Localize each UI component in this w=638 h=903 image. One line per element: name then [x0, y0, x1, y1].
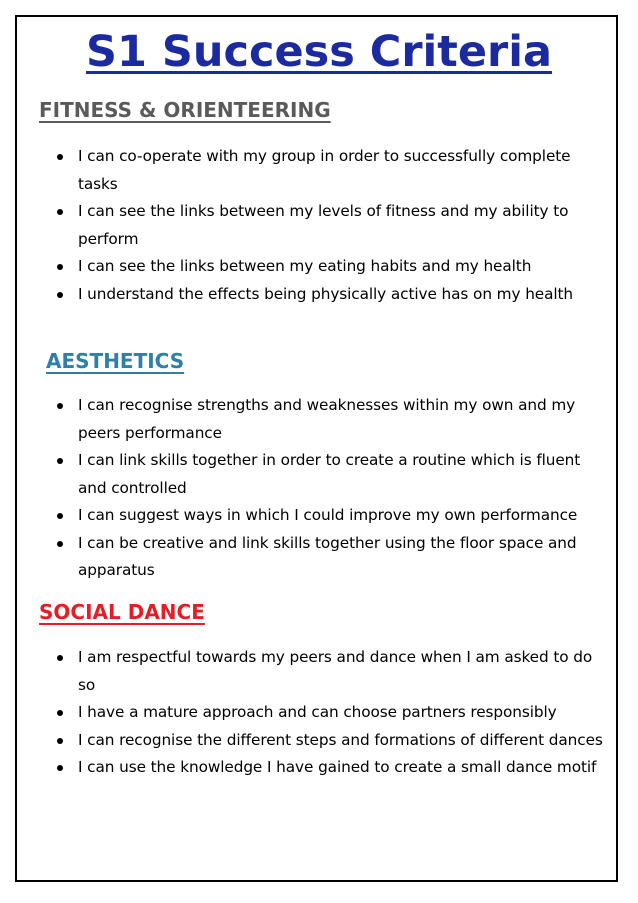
- list-item: I can see the links between my eating habits and my health: [56, 253, 604, 281]
- list-item: I can recognise the different steps and formations of different dances: [56, 727, 604, 755]
- list-item: I can use the knowledge I have gained to create a small dance motif: [56, 754, 604, 782]
- list-item: I am respectful towards my peers and dance when I am asked to do so: [56, 644, 604, 699]
- list-item: I can co-operate with my group in order to successfully complete tasks: [56, 143, 604, 198]
- section-heading-fitness: FITNESS & ORIENTEERING: [39, 98, 331, 122]
- bullet-icon: [57, 738, 63, 744]
- social-dance-criteria-list: [56, 644, 604, 782]
- bullet-icon: [57, 458, 63, 464]
- bullet-icon: [57, 264, 63, 270]
- bullet-icon: [57, 541, 63, 547]
- bullet-icon: [57, 765, 63, 771]
- list-item: I can recognise strengths and weaknesses within my own and my peers performance: [56, 392, 604, 447]
- page-title-text: S1 Success Criteria: [86, 27, 552, 77]
- bullet-icon: [57, 513, 63, 519]
- list-item: I can link skills together in order to create a routine which is fluent and controlled: [56, 447, 604, 502]
- section-heading-aesthetics: AESTHETICS: [46, 349, 185, 373]
- bullet-icon: [57, 710, 63, 716]
- bullet-icon: [57, 209, 63, 215]
- page-title: [0, 24, 638, 80]
- list-item: I can see the links between my levels of fitness and my ability to perform: [56, 198, 604, 253]
- list-item: I have a mature approach and can choose partners responsibly: [56, 699, 604, 727]
- aesthetics-criteria-list: [56, 392, 604, 585]
- fitness-criteria-list: [56, 143, 604, 308]
- section-heading-social-dance: SOCIAL DANCE: [39, 600, 205, 624]
- bullet-icon: [57, 154, 63, 160]
- bullet-icon: [57, 655, 63, 661]
- list-item: I understand the effects being physically active has on my health: [56, 281, 604, 309]
- bullet-icon: [57, 292, 63, 298]
- list-item: I can suggest ways in which I could improve my own performance: [56, 502, 604, 530]
- bullet-icon: [57, 403, 63, 409]
- list-item: I can be creative and link skills together using the floor space and apparatus: [56, 530, 604, 585]
